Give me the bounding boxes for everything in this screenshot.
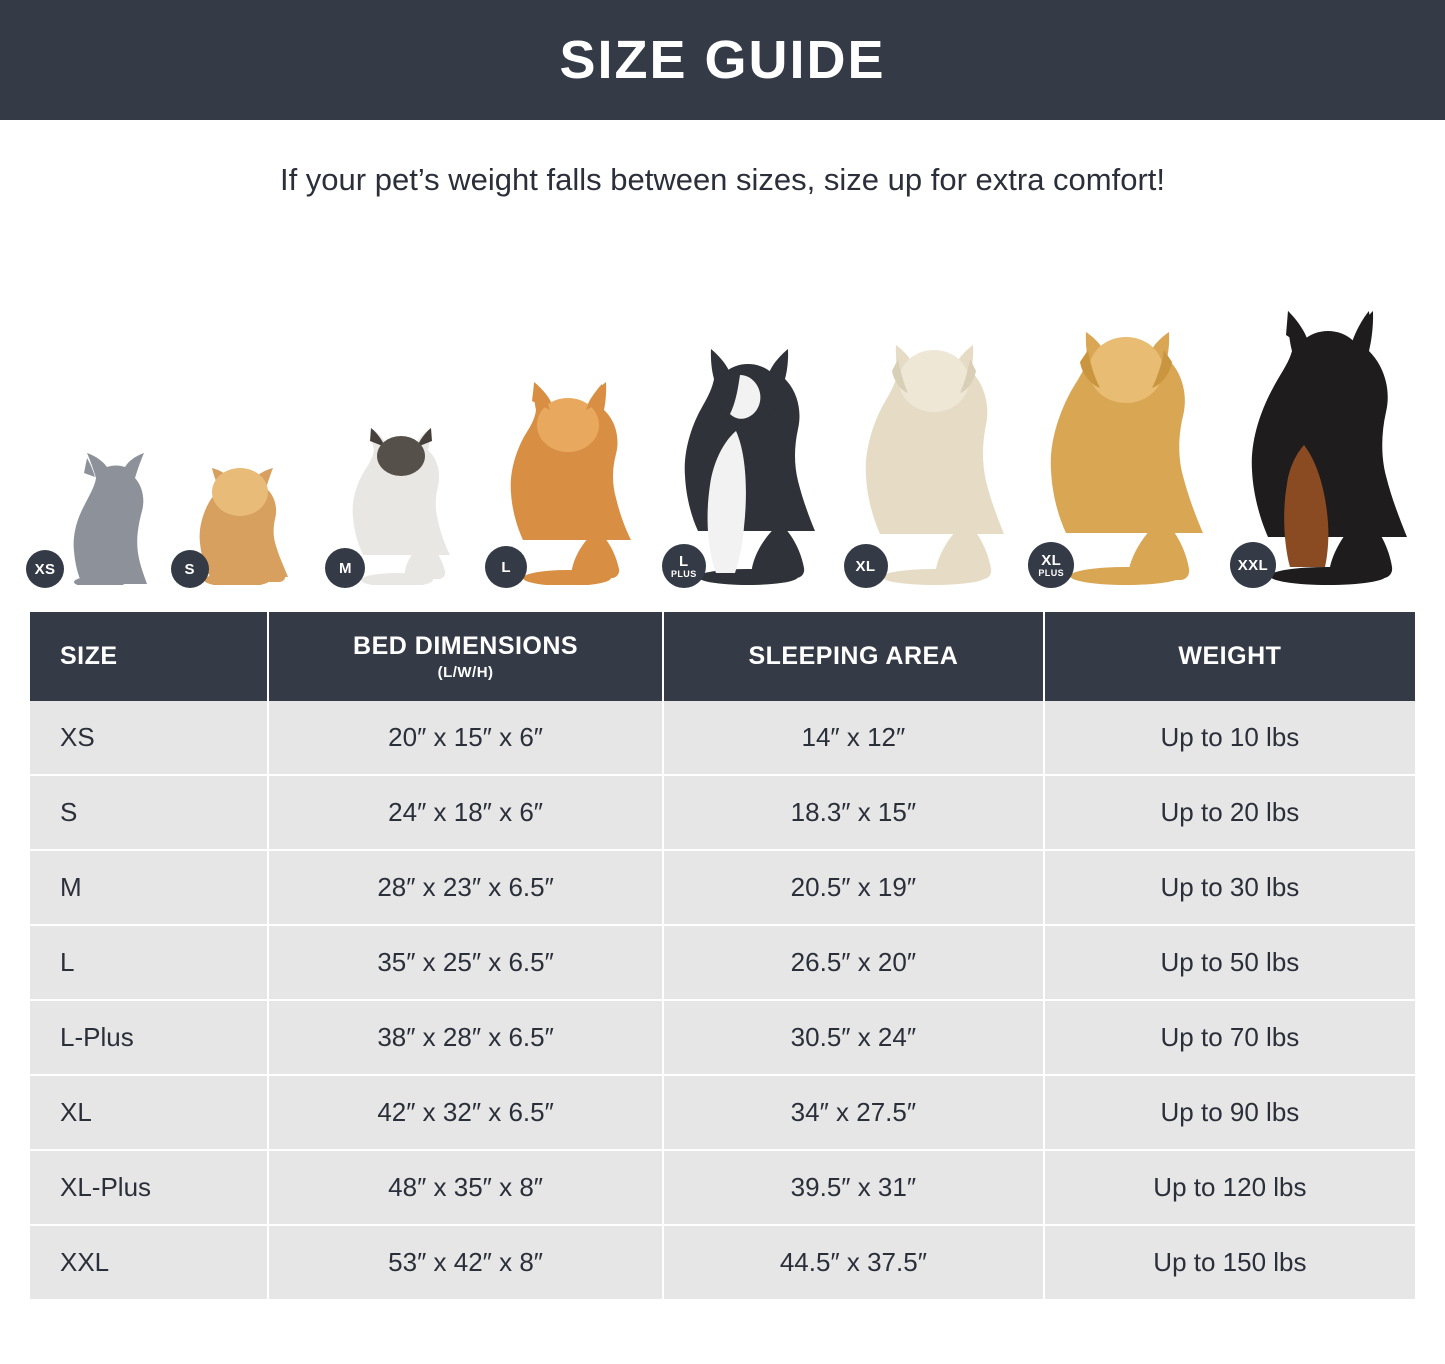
cell-size: S [30,775,268,850]
size-badge-m: M [325,548,365,588]
table-header-row [30,612,1415,701]
cell-sleeping: 20.5″ x 19″ [663,850,1044,925]
cell-bed: 53″ x 42″ x 8″ [268,1225,663,1299]
cell-sleeping: 30.5″ x 24″ [663,1000,1044,1075]
subtitle-section [0,120,1445,240]
size-badge-xl-plus: XL PLUS [1028,542,1074,588]
cell-bed: 42″ x 32″ x 6.5″ [268,1075,663,1150]
cell-sleeping: 18.3″ x 15″ [663,775,1044,850]
cell-weight: Up to 90 lbs [1044,1075,1415,1150]
table-body [30,701,1415,1299]
page-header [0,0,1445,120]
column-header-size-label: SIZE [60,642,118,670]
cell-sleeping: 34″ x 27.5″ [663,1075,1044,1150]
cell-bed: 35″ x 25″ x 6.5″ [268,925,663,1000]
table-row [30,701,1415,775]
size-badge-l-plus: L PLUS [662,544,706,588]
pet-item-xl [852,323,1012,590]
cell-size: L [30,925,268,1000]
pet-item-xxl [1237,295,1415,590]
table-row [30,775,1415,850]
size-badge-xs: XS [26,550,64,588]
table-row [30,1000,1415,1075]
column-header-bed-dimensions-label: BED DIMENSIONS [353,632,579,660]
cell-size: L-Plus [30,1000,268,1075]
pet-item-xl-plus [1038,310,1213,590]
size-badge-s: S [171,550,209,588]
cell-size: M [30,850,268,925]
column-header-size [30,612,268,701]
table-row [30,850,1415,925]
cell-sleeping: 44.5″ x 37.5″ [663,1225,1044,1299]
pet-item-xs [30,440,148,590]
cell-bed: 24″ x 18″ x 6″ [268,775,663,850]
pet-item-l [493,370,643,590]
cell-size: XL [30,1075,268,1150]
size-table [30,612,1415,1299]
cell-bed: 48″ x 35″ x 8″ [268,1150,663,1225]
cell-sleeping: 39.5″ x 31″ [663,1150,1044,1225]
cell-weight: Up to 150 lbs [1044,1225,1415,1299]
size-badge-l: L [485,546,527,588]
cell-weight: Up to 20 lbs [1044,775,1415,850]
cell-weight: Up to 120 lbs [1044,1150,1415,1225]
cell-sleeping: 14″ x 12″ [663,701,1044,775]
cell-weight: Up to 50 lbs [1044,925,1415,1000]
column-header-sleeping-area [663,612,1044,701]
subtitle-text: If your pet’s weight falls between sizes, size up for extra comfort! [279,162,1166,197]
column-header-bed-dimensions [268,612,663,701]
cell-bed: 20″ x 15″ x 6″ [268,701,663,775]
cell-weight: Up to 30 lbs [1044,850,1415,925]
table-row [30,1075,1415,1150]
size-table-wrap [30,612,1415,1299]
cell-sleeping: 26.5″ x 20″ [663,925,1044,1000]
pet-item-s [175,440,305,590]
column-header-weight [1044,612,1415,701]
cell-size: XS [30,701,268,775]
column-header-bed-dimensions-sub: (L/W/H) [437,664,494,681]
cell-size: XXL [30,1225,268,1299]
cell-size: XL-Plus [30,1150,268,1225]
column-header-sleeping-area-label: SLEEPING AREA [748,642,959,670]
pet-item-m [331,410,466,590]
pet-size-illustrations [30,250,1415,590]
page-title: SIZE GUIDE [559,30,886,90]
pet-item-l-plus [670,335,825,590]
column-header-weight-label: WEIGHT [1178,642,1282,670]
cell-weight: Up to 10 lbs [1044,701,1415,775]
cell-bed: 38″ x 28″ x 6.5″ [268,1000,663,1075]
size-badge-xxl: XXL [1230,542,1276,588]
cell-bed: 28″ x 23″ x 6.5″ [268,850,663,925]
table-row [30,1225,1415,1299]
cell-weight: Up to 70 lbs [1044,1000,1415,1075]
table-row [30,925,1415,1000]
table-header [30,612,1415,701]
size-badge-xl: XL [844,544,888,588]
table-row [30,1150,1415,1225]
